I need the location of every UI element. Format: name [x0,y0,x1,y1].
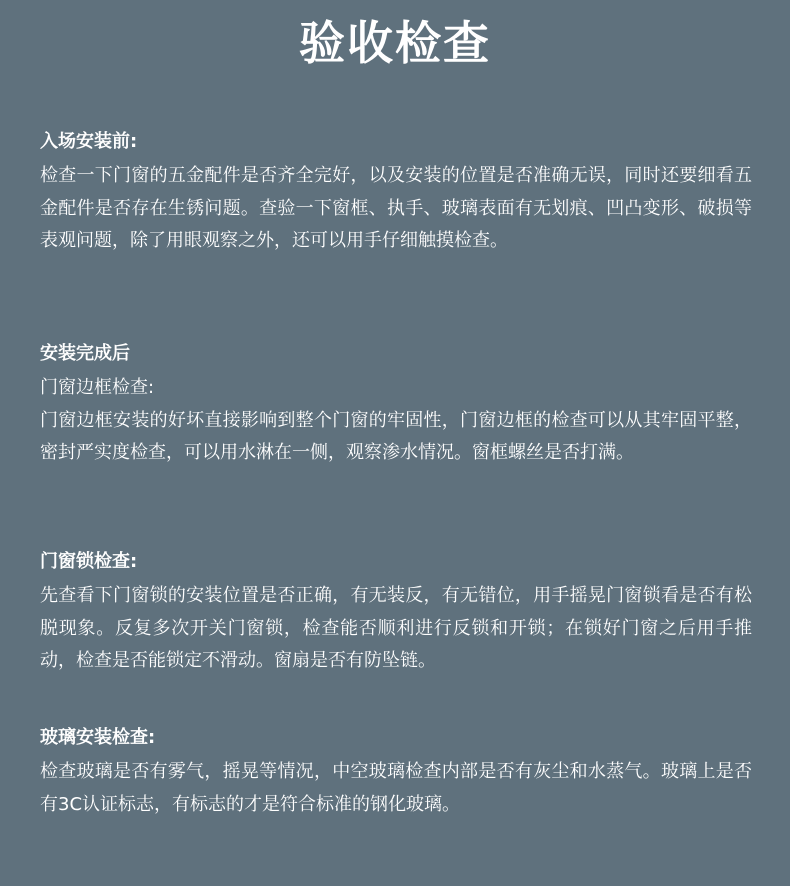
subsection-label: 门窗边框检查: [40,377,155,398]
section-heading: 门窗锁检查: [40,551,138,572]
section-paragraph: 检查玻璃是否有雾气，摇晃等情况，中空玻璃检查内部是否有灰尘和水蒸气。玻璃上是否有3C认证标志，有标志的才是符合标准的钢化玻璃。 [40,761,752,815]
section-glass-check [40,724,752,821]
section-paragraph: 门窗边框安装的好坏直接影响到整个门窗的牢固性，门窗边框的检查可以从其牢固平整，密封严实度检查，可以用水淋在一侧，观察渗水情况。窗框螺丝是否打满。 [40,409,752,463]
section-paragraph: 检查一下门窗的五金配件是否齐全完好，以及安装的位置是否准确无误，同时还要细看五金配件是否存在生锈问题。查验一下窗框、执手、玻璃表面有无划痕、凹凸变形、破损等表观问题，除了用眼观察之外，还可以用手仔细触摸检查。 [40,165,752,251]
section-heading: 安装完成后 [40,343,130,364]
section-before-installation [40,128,752,258]
page-title: 验收检查 [299,16,491,70]
section-lock-check [40,548,752,678]
section-after-installation [40,340,752,470]
section-paragraph: 先查看下门窗锁的安装位置是否正确，有无装反，有无错位，用手摇晃门窗锁看是否有松脱现象。反复多次开关门窗锁，检查能否顺利进行反锁和开锁；在锁好门窗之后用手推动，检查是否能锁定不滑动。窗扇是否有防坠链。 [40,585,752,671]
section-heading: 入场安装前: [40,131,138,152]
section-heading: 玻璃安装检查: [40,727,156,748]
